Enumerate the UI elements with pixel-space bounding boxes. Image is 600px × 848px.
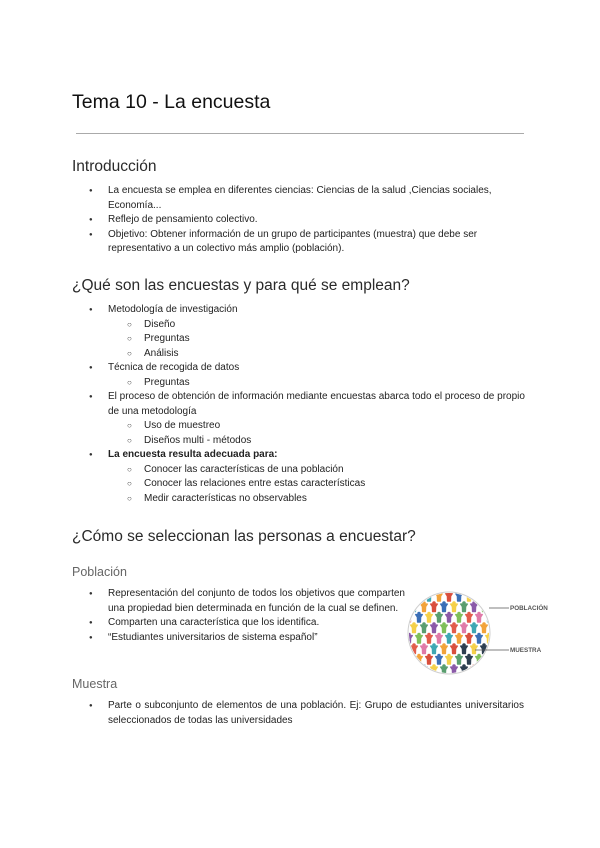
sub-list-item: ○ Preguntas	[72, 332, 530, 347]
muestra-label: MUESTRA	[510, 647, 542, 654]
person-icon	[491, 664, 498, 674]
list-item: ● El proceso de obtención de información mediante encuestas abarca todo el proceso de propio de una metodología	[72, 390, 530, 419]
poblacion-label: POBLACIÓN	[510, 605, 548, 612]
poblacion-muestra-illustration	[405, 588, 565, 678]
person-icon	[406, 591, 413, 601]
sub-list-item: ○ Uso de muestreo	[72, 419, 530, 434]
sub-list-item: ○ Diseños multi - métodos	[72, 434, 530, 449]
list-item: ● La encuesta se emplea en diferentes ciencias: Ciencias de la salud ,Ciencias sociales, Economía...	[72, 184, 524, 213]
sub-list-item: ○ Conocer las relaciones entre estas características	[72, 477, 530, 492]
list-item: ● Comparten una característica que los identifica.	[72, 616, 405, 631]
subsection-heading-poblacion: Población	[72, 565, 127, 579]
person-icon	[416, 591, 423, 601]
section-heading-que-son: ¿Qué son las encuestas y para qué se emplean?	[72, 277, 410, 294]
person-icon	[406, 654, 413, 664]
sub-list-item: ○ Preguntas	[72, 376, 530, 391]
list-item: ● “Estudiantes universitarios de sistema español”	[72, 631, 405, 646]
person-icon	[486, 654, 493, 664]
page-title: Tema 10 - La encuesta	[72, 91, 271, 113]
list-item: ● Metodología de investigación	[72, 303, 530, 318]
person-icon	[491, 601, 498, 611]
poblacion-list	[72, 587, 405, 645]
intro-list	[72, 184, 524, 257]
list-item: ● Representación del conjunto de todos los objetivos que comparten una propiedad bien determinada en función de la cual se definen.	[72, 587, 405, 616]
list-item: ● Objetivo: Obtener información de un grupo de participantes (muestra) que debe ser representativo a un colectivo más amplio (población).	[72, 228, 524, 257]
list-item: ● Técnica de recogida de datos	[72, 361, 530, 376]
list-item: ● Reflejo de pensamiento colectivo.	[72, 213, 524, 228]
sub-list-item: ○ Análisis	[72, 347, 530, 362]
title-divider	[76, 133, 524, 134]
section-heading-introduccion: Introducción	[72, 158, 157, 175]
sub-list-item: ○ Medir características no observables	[72, 492, 530, 507]
que-son-list	[72, 303, 530, 506]
subsection-heading-muestra: Muestra	[72, 677, 118, 691]
person-icon	[476, 591, 483, 601]
person-icon	[486, 591, 493, 601]
list-item: ● Parte o subconjunto de elementos de una población. Ej: Grupo de estudiantes universitarios seleccionados de todas las universidades	[72, 699, 524, 728]
muestra-list	[72, 699, 524, 728]
person-icon	[491, 622, 498, 632]
person-icon	[411, 664, 418, 674]
person-icon	[481, 664, 488, 674]
person-icon	[491, 643, 498, 653]
sub-list-item: ○ Diseño	[72, 318, 530, 333]
list-item: ● La encuesta resulta adecuada para:	[72, 448, 530, 463]
section-heading-como-seleccionan: ¿Cómo se seleccionan las personas a encuestar?	[72, 528, 416, 545]
sub-list-item: ○ Conocer las características de una población	[72, 463, 530, 478]
